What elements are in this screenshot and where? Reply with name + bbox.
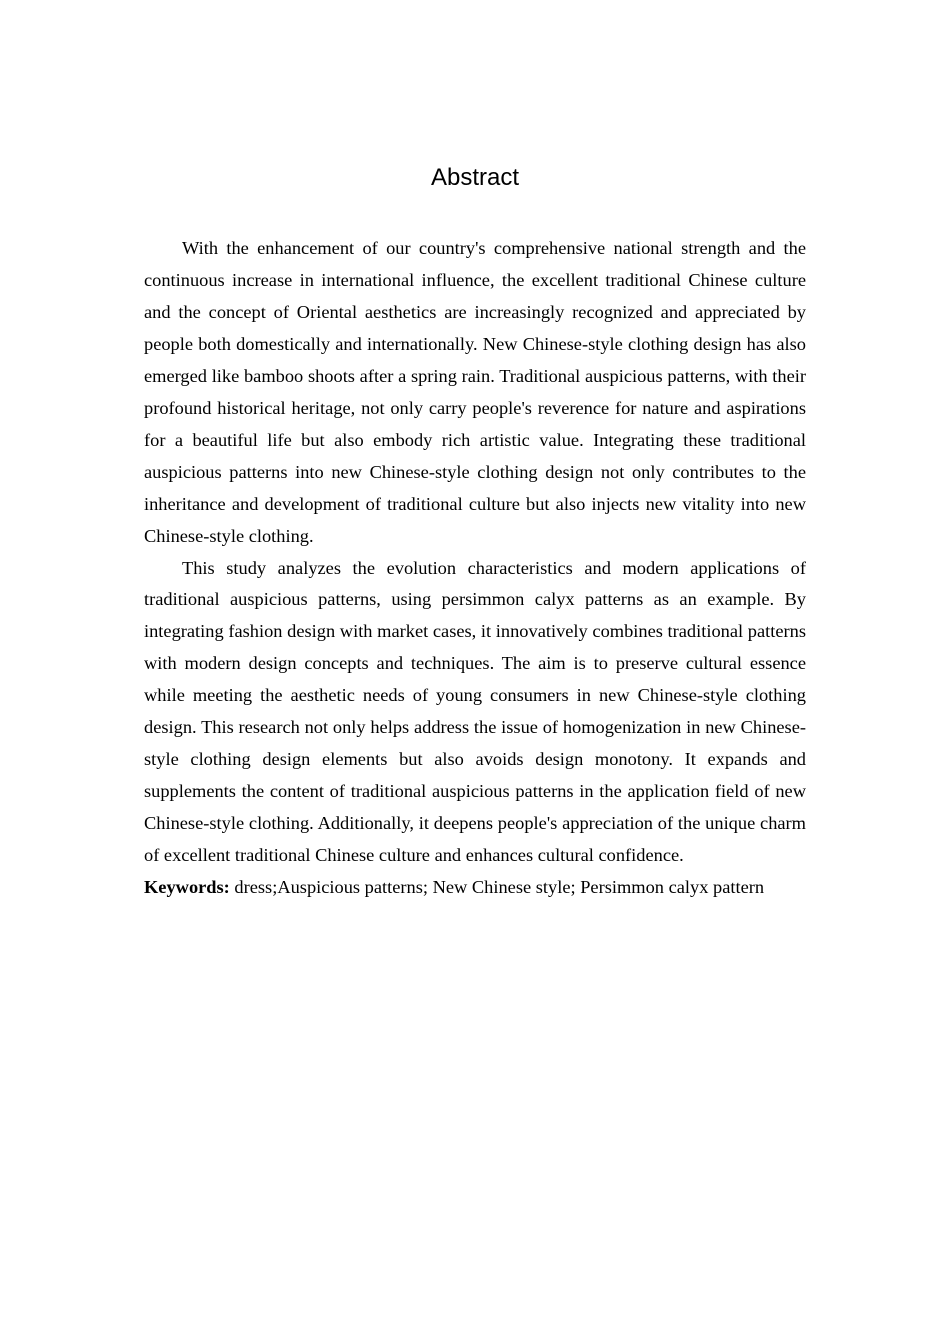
keywords-value: dress;Auspicious patterns; New Chinese style; Persimmon calyx pattern [229, 877, 765, 898]
abstract-title: Abstract [430, 164, 520, 191]
keywords-label: Keywords: [144, 877, 230, 898]
keywords-line [144, 872, 806, 904]
abstract-paragraph-2: This study analyzes the evolution characteristics and modern applications of traditional auspicious patterns, using persimmon calyx patterns as an example. By integrating fashion design with market cases, it innovatively combines traditional patterns with modern design concepts and techniques. The aim is to preserve cultural essence while meeting the aesthetic needs of young consumers in new Chinese-style clothing design. This research not only helps address the issue of homogenization in new Chinese-style clothing design elements but also avoids design monotony. It expands and supplements the content of traditional auspicious patterns in the application field of new Chinese-style clothing. Additionally, it deepens people's appreciation of the unique charm of excellent traditional Chinese culture and enhances cultural confidence. [144, 557, 806, 866]
abstract-body [144, 233, 806, 904]
abstract-paragraph-1: With the enhancement of our country's comprehensive national strength and the continuous increase in international influence, the excellent traditional Chinese culture and the concept of Oriental aesthetics are increasingly recognized and appreciated by people both domestically and internationally. New Chinese-style clothing design has also emerged like bamboo shoots after a spring rain. Traditional auspicious patterns, with their profound historical heritage, not only carry people's reverence for nature and aspirations for a beautiful life but also embody rich artistic value. Integrating these traditional auspicious patterns into new Chinese-style clothing design not only contributes to the inheritance and development of traditional culture but also injects new vitality into new Chinese-style clothing. [144, 238, 806, 546]
